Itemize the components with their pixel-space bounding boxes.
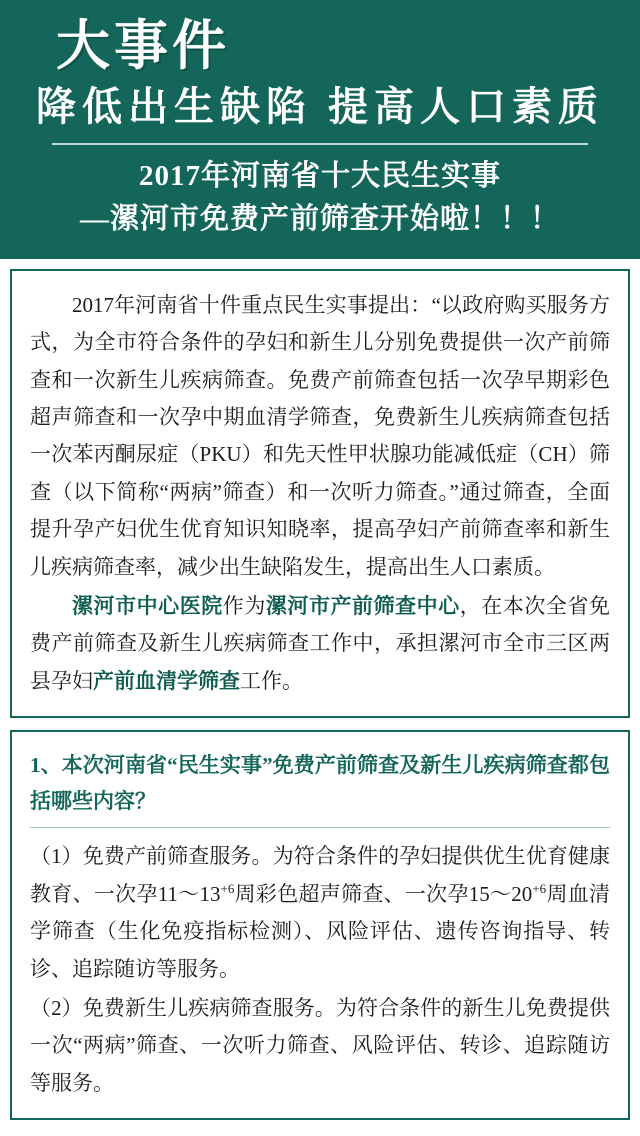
intro-text-1: 作为 <box>222 593 266 618</box>
center-name: 漯河市产前筛查中心 <box>265 593 460 618</box>
item-1-text-a: （1）免费产前筛查服务。为符合条件的孕妇提供优生优育健康教育、一次孕11～13 <box>30 844 610 906</box>
intro-paragraph-1: 2017年河南省十件重点民生实事提出：“以政府购买服务方式，为全市符合条件的孕妇和新生儿分别免费提供一次产前筛查和一次新生儿疾病筛查。免费产前筛查包括一次孕早期彩色超声筛查和一次孕中期血清学筛查，免费新生儿疾病筛查包括一次苯丙酮尿症（PKU）和先天性甲状腺功能减低症（CH）筛查（以下简称“两病”筛查）和一次听力筛查。”通过筛查，全面提升孕产妇优生优育知识知晓率，提高孕妇产前筛查率和新生儿疾病筛查率，减少出生缺陷发生，提高出生人口素质。 <box>30 292 610 579</box>
question-1-item-2: （2）免费新生儿疾病筛查服务。为符合条件的新生儿免费提供一次“两病”筛查、一次听力筛查、风险评估、转诊、追踪随访等服务。 <box>30 995 610 1095</box>
question-1-item-1 <box>30 838 610 988</box>
question-1-divider <box>30 827 610 828</box>
item-1-text-b: 周彩色超声筛查、一次孕15～20 <box>234 881 533 906</box>
banner-divider <box>52 143 588 145</box>
banner-title: 大事件 <box>56 16 230 76</box>
intro-card <box>10 269 630 718</box>
question-1-title: 1、本次河南省“民生实事”免费产前筛查及新生儿疾病筛查都包括哪些内容？ <box>30 753 610 813</box>
banner-subtitle: 降低出生缺陷 提高人口素质 <box>36 83 604 129</box>
item-1-sup-2: +6 <box>532 880 547 896</box>
question-1-card <box>10 730 630 1120</box>
hospital-name: 漯河市中心医院 <box>72 593 223 618</box>
banner-headline-line1: 2017年河南省十大民生实事 <box>138 159 501 192</box>
service-name: 产前血清学筛查 <box>93 668 240 693</box>
intro-text-2: ，在本次全省免费产前筛查及新生儿疾病筛查工作中，承担漯河市全市三区两县孕妇 <box>30 593 611 693</box>
item-1-text-c: 周血清学筛查（生化免疫指标检测）、风险评估、遗传咨询指导、转诊、追踪随访等服务。 <box>30 881 611 981</box>
intro-text-3: 工作。 <box>240 668 303 693</box>
banner-headline-line2: —漯河市免费产前筛查开始啦！！！ <box>79 202 560 235</box>
item-1-sup-1: +6 <box>220 880 235 896</box>
header-banner <box>0 0 640 259</box>
document-content <box>0 259 640 1120</box>
intro-paragraph-2 <box>30 588 610 700</box>
